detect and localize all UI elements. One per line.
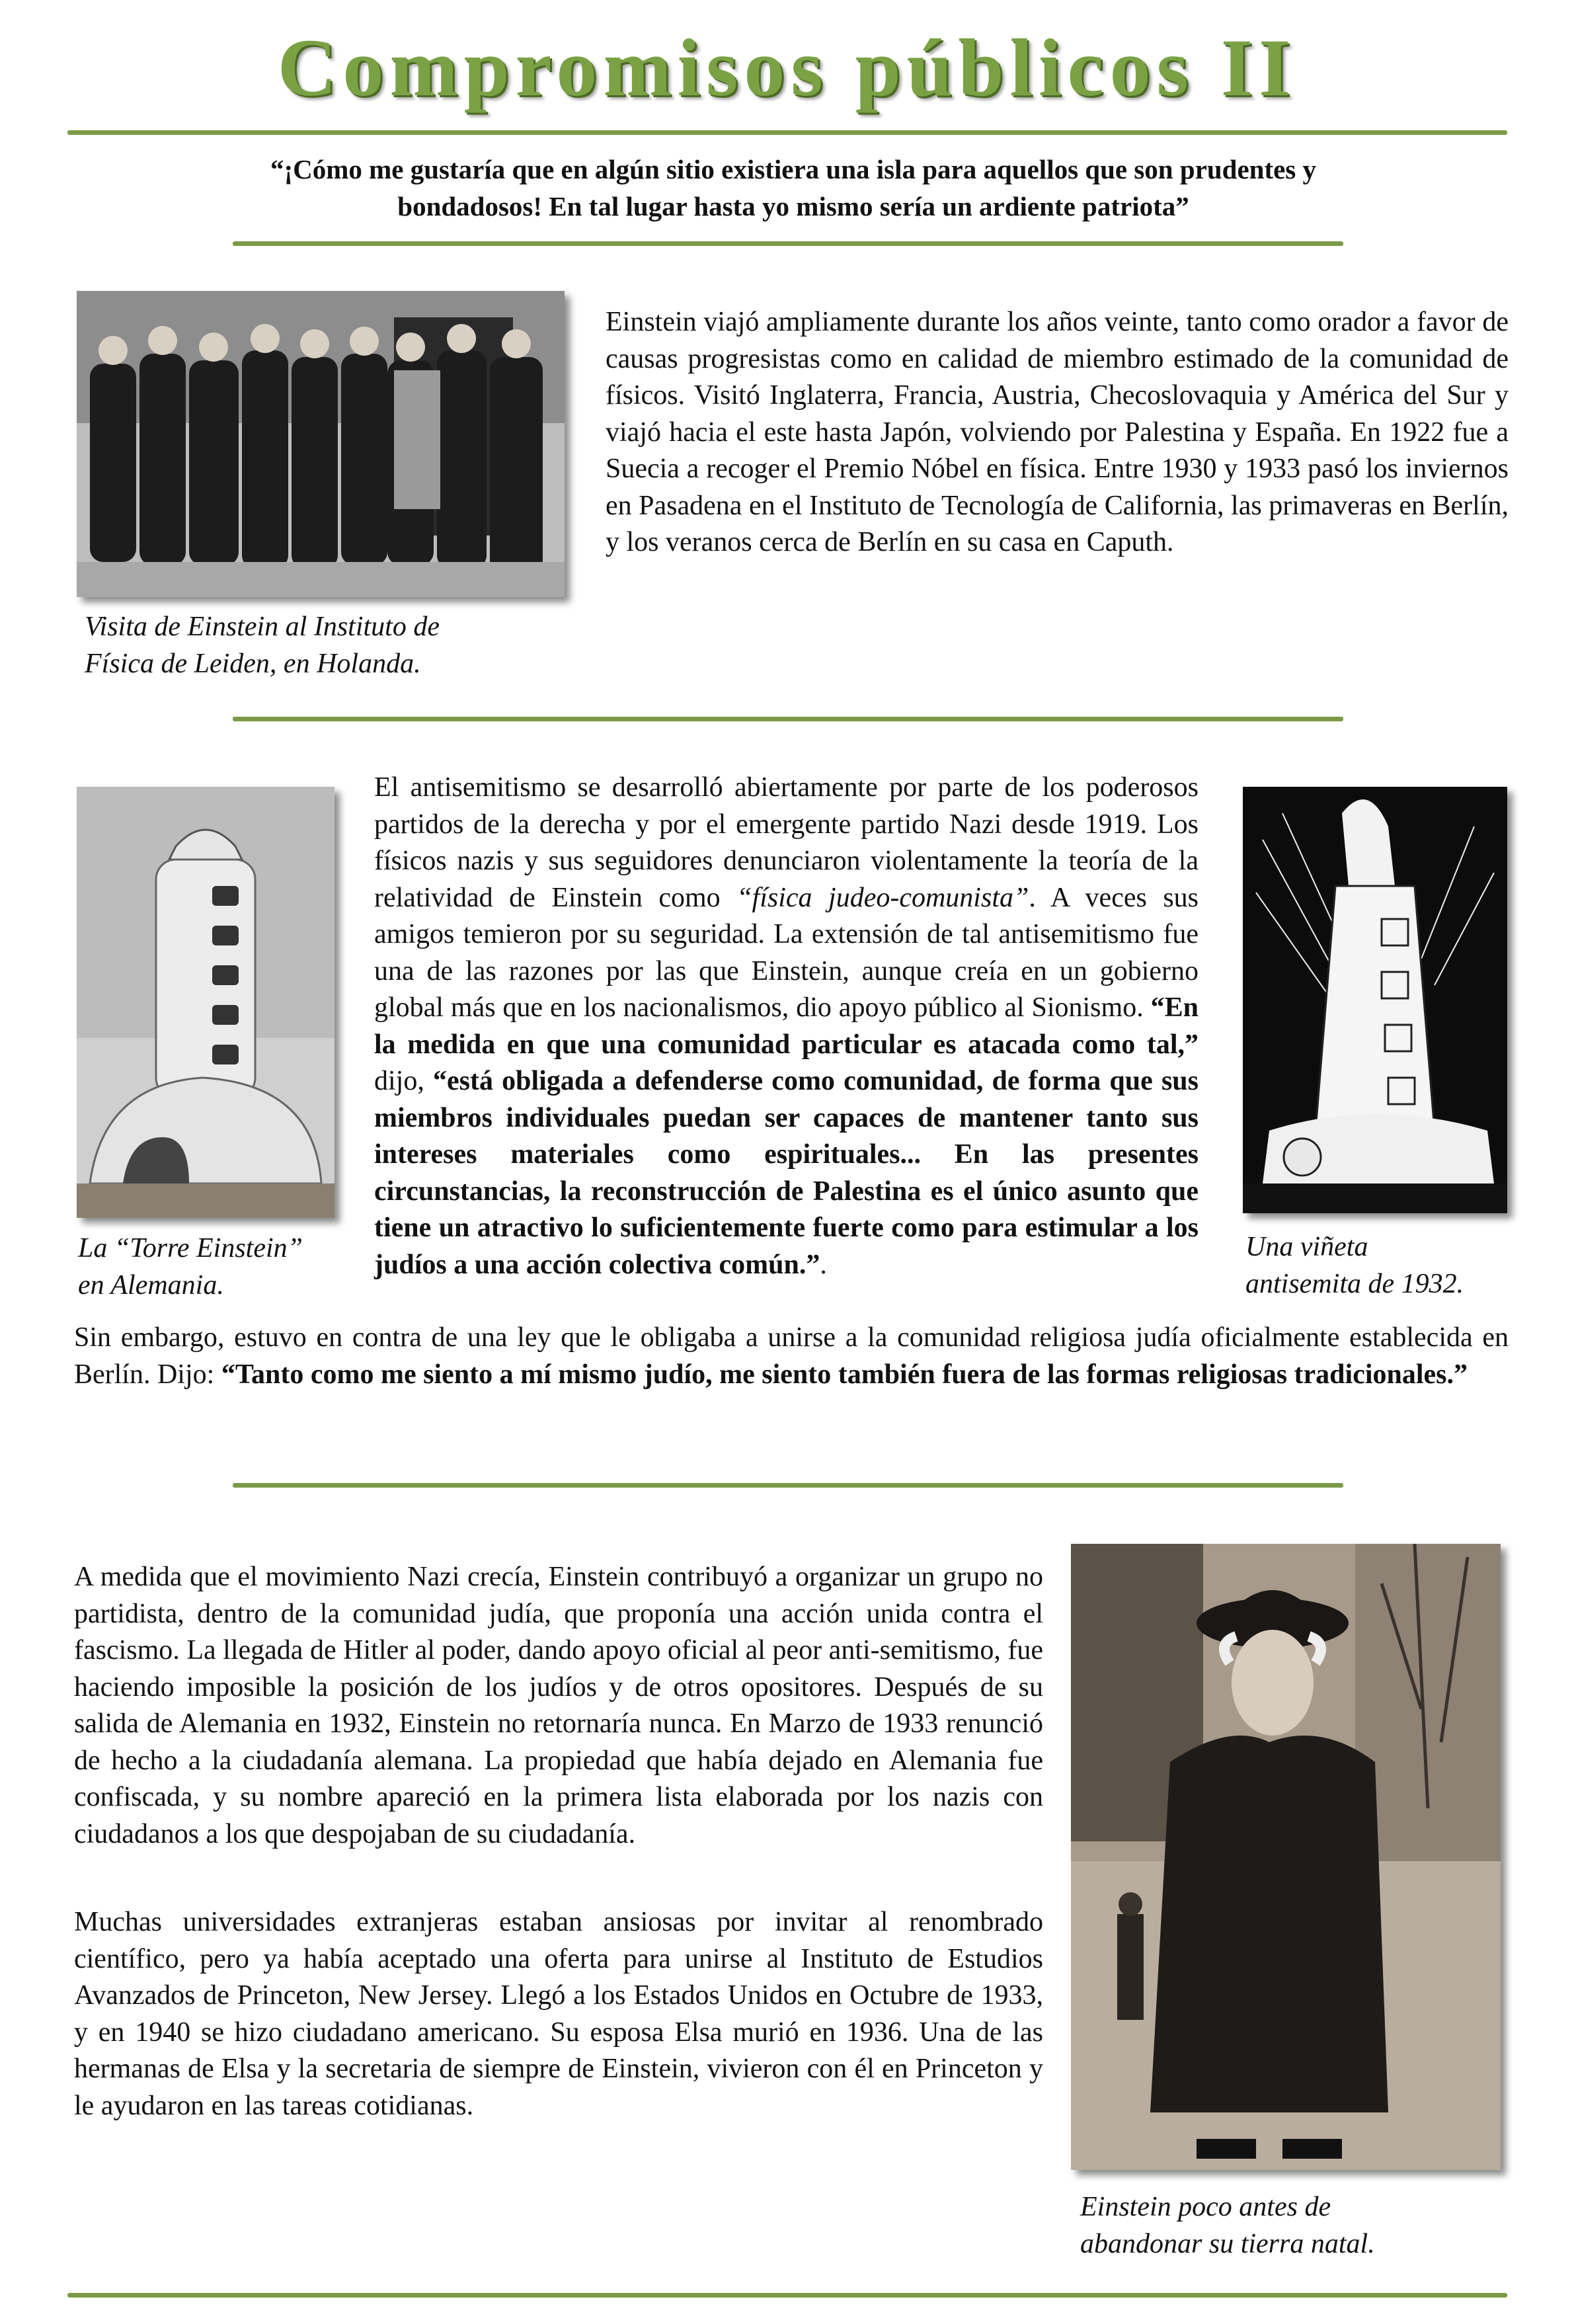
section1-caption-line2: Física de Leiden, en Holanda. <box>85 649 421 679</box>
section1-text: Einstein viajó ampliamente durante los años veinte, tanto como orador a favor de causas progresistas como en calidad de miembro estimado de la comunidad de físicos. Visitó Inglaterra, Francia, Austria, Checoslovaquia y América del Sur y viajó hacia el este hasta Japón, volviendo por Palestina y España. En 1922 fue a Suecia a recoger el Premio Nóbel en física. Entre 1930 y 1933 pasó los inviernos en Pasadena en el Instituto de Tecnología de California, las primaveras en Berlín, y los veranos cerca de Berlín en su casa en Caputh. <box>606 307 1509 557</box>
quote-divider <box>233 241 1343 246</box>
section1-caption-line1: Visita de Einstein al Instituto de <box>85 612 440 642</box>
cartoon-illustration <box>1243 787 1507 1213</box>
section3-paragraph2: Muchas universidades extranjeras estaban ansiosas por invitar al renombrado científico, pero ya había aceptado una oferta para unirse al Instituto de Estudios Avanzados de Princeton, New Jersey. Llegó a los Estados Unidos en Octubre de 1933, y en 1940 se hizo ciudadano americano. Su esposa Elsa murió en 1936. Una de las hermanas de Elsa y la secretaria de siempre de Einstein, vivieron con él en Princeton y le ayudaron en las tareas cotidianas. <box>74 1907 1043 2121</box>
cartoon-caption <box>1245 1228 1523 1302</box>
tower-caption-line2: en Alemania. <box>78 1270 224 1301</box>
cartoon-caption-line2: antisemita de 1932. <box>1245 1269 1464 1299</box>
group-photo-icon <box>77 291 565 597</box>
section3-paragraph1: A medida que el movimiento Nazi crecía, Einstein contribuyó a organizar un grupo no partidista, dentro de la comunidad judía, que proponía una acción unida contra el fascismo. La llegada de Hitler al poder, dando apoyo oficial al peor anti-semitismo, fue haciendo imposible la posición de los judíos y de otros opositores. Después de su salida de Alemania en 1932, Einstein no retornaría nunca. En Marzo de 1933 renunció de hecho a la ciudadanía alemana. La propiedad que había dejado en Alemania fue confiscada, y su nombre apareció en la primera lista elaborada por los nazis con ciudadanos a los que despojaban de su ciudadanía. <box>74 1562 1043 1849</box>
s2-text-italic: “física judeo-comunista” <box>736 882 1029 913</box>
tower-caption-line1: La “Torre Einstein” <box>78 1233 303 1263</box>
title-divider <box>67 130 1507 135</box>
portrait-photo-icon <box>1071 1544 1501 2170</box>
portrait-caption <box>1080 2188 1516 2263</box>
section1-caption <box>85 608 574 682</box>
einstein-tower-photo-icon <box>77 787 334 1218</box>
portrait-photo <box>1071 1544 1501 2170</box>
header-quote: “¡Cómo me gustaría que en algún sitio existiera una isla para aquellos que son prudentes y bondadosos! En tal lugar hasta yo mismo sería un ardiente patriota” <box>270 154 1317 221</box>
s2-full-quote: “Tanto como me siento a mí mismo judío, me siento también fuera de las formas religiosas tradicionales.” <box>221 1359 1468 1390</box>
cartoon-illustration-icon <box>1243 787 1507 1213</box>
s2-text-plain2: . A veces sus amigos temieron por su seguridad. La extensión de tal antisemitismo fue una de las razones por las que Einstein, aunque creía en un gobierno global más que en los nacionalismos, dio apoyo público al Sionismo. <box>374 882 1199 1023</box>
group-photo <box>77 291 565 597</box>
portrait-caption-line2: abandonar su tierra natal. <box>1080 2229 1375 2259</box>
s2-text-plain1: El antisemitismo se desarrolló abiertamente por parte de los poderosos partidos de la derecha y por el emergente partido Nazi desde 1919. Los físicos nazis y sus seguidores denunciaron violentamente la teoría de la relatividad de Einstein como <box>374 772 1199 913</box>
section2-divider <box>233 1483 1343 1488</box>
section1-divider <box>233 717 1343 721</box>
page-title: Compromisos públicos II <box>277 22 1297 113</box>
einstein-tower-photo <box>77 787 334 1218</box>
section2-full-paragraph <box>74 1320 1509 1393</box>
s2-text-plain4: . <box>820 1249 827 1280</box>
tower-caption <box>78 1230 369 1304</box>
s2-text-plain3: dijo, <box>374 1066 434 1096</box>
cartoon-caption-line1: Una viñeta <box>1245 1232 1368 1262</box>
s2-full-plain: Sin embargo, estuvo en contra de una ley que le obligaba a unirse a la comunidad religiosa judía oficialmente establecida en Berlín. Dijo: <box>74 1322 1509 1390</box>
section2-paragraph <box>374 770 1199 1283</box>
portrait-caption-line1: Einstein poco antes de <box>1080 2192 1331 2222</box>
s2-quote-1: “En la medida en que una comunidad particular es atacada como tal,” <box>374 992 1199 1060</box>
s2-quote-2: “está obligada a defenderse como comunidad, de forma que sus miembros individuales puedan ser capaces de mantener tanto sus intereses materiales como espirituales... En las presentes circunstancias, la reconstrucción de Palestina es el único asunto que tiene un atractivo lo suficientemente fuerte como para estimular a los judíos a una acción colectiva común.” <box>374 1066 1199 1280</box>
footer-divider <box>67 2293 1507 2298</box>
